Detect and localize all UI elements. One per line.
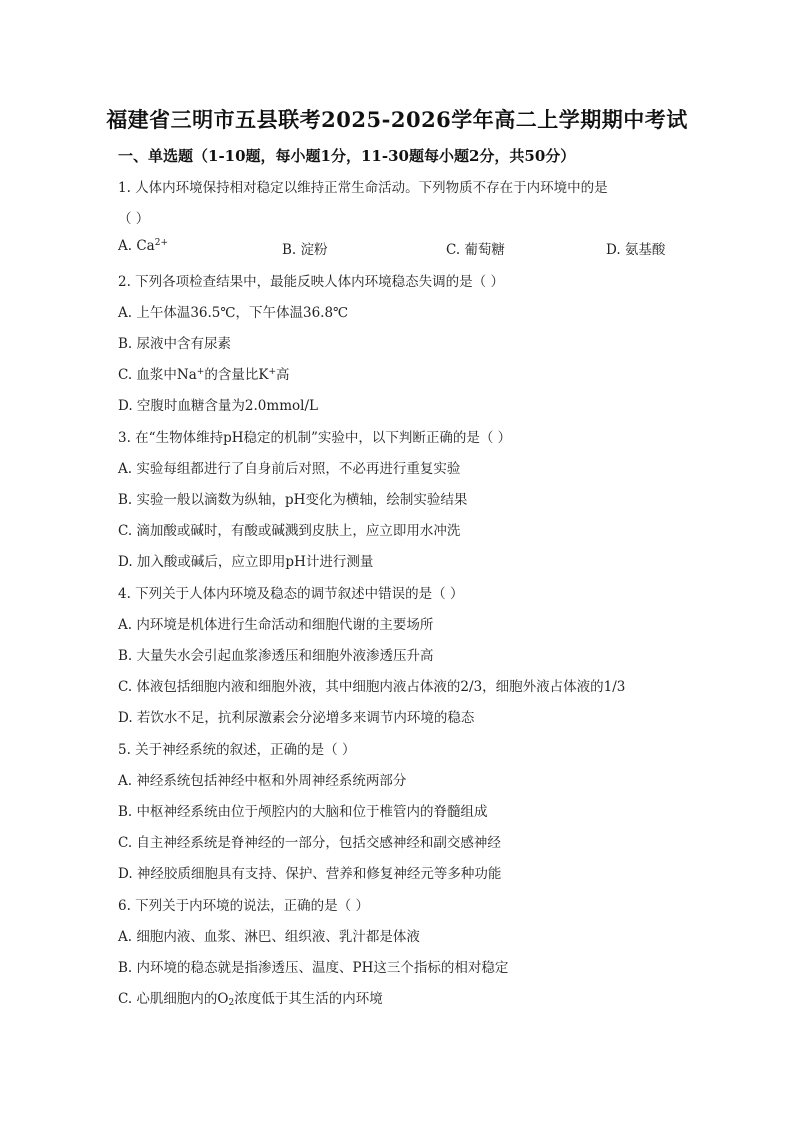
question-3-option-c: C. 滴加酸或碱时，有酸或碱溅到皮肤上，应立即用水冲洗 [118,523,461,539]
question-4-option-d: D. 若饮水不足，抗利尿激素会分泌增多来调节内环境的稳态 [118,710,475,726]
question-3-option-a: A. 实验每组都进行了自身前后对照，不必再进行重复实验 [118,461,461,477]
question-5-option-a: A. 神经系统包括神经中枢和外周神经系统两部分 [118,773,407,789]
option-c-part2: 的含量比K [204,367,269,383]
question-3-option-d: D. 加入酸或碱后，应立即用pH计进行测量 [118,554,374,570]
question-4-stem: 4. 下列关于人体内环境及稳态的调节叙述中错误的是（ ） [118,586,464,602]
question-6-option-a: A. 细胞内液、血浆、淋巴、组织液、乳汁都是体液 [118,929,420,945]
question-2-option-a: A. 上午体温36.5℃，下午体温36.8℃ [118,305,349,321]
question-5-option-c: C. 自主神经系统是脊神经的一部分，包括交感神经和副交感神经 [118,835,501,851]
question-4-option-a: A. 内环境是机体进行生命活动和细胞代谢的主要场所 [118,617,434,633]
question-1-option-d: D. 氨基酸 [606,242,666,258]
question-3-option-b: B. 实验一般以滴数为纵轴，pH变化为横轴，绘制实验结果 [118,492,468,508]
superscript: + [196,367,205,377]
question-2-stem: 2. 下列各项检查结果中，最能反映人体内环境稳态失调的是（ ） [118,274,504,290]
question-3-stem: 3. 在“生物体维持pH稳定的机制”实验中，以下判断正确的是（ ） [118,430,512,446]
option-c-part1: C. 血浆中Na [118,367,197,383]
question-2-option-b: B. 尿液中含有尿素 [118,336,232,352]
question-5-option-d: D. 神经胶质细胞具有支持、保护、营养和修复神经元等多种功能 [118,866,502,882]
subscript: 2 [228,998,235,1008]
question-2-option-d: D. 空腹时血糖含量为2.0mmol/L [118,398,318,414]
question-2-option-c [118,363,289,383]
question-1-option-b: B. 淀粉 [282,242,328,258]
option-c-part3: 高 [275,367,290,383]
question-5-stem: 5. 关于神经系统的叙述，正确的是（ ） [118,742,356,758]
question-1-bracket: （ ） [118,211,150,227]
question-6-option-b: B. 内环境的稳态就是指渗透压、温度、PH这三个指标的相对稳定 [118,960,509,976]
question-1-option-c: C. 葡萄糖 [446,242,505,258]
option-c-part2: 浓度低于其生活的内环境 [234,991,383,1007]
question-4-option-b: B. 大量失水会引起血浆渗透压和细胞外液渗透压升高 [118,648,434,664]
question-6-stem: 6. 下列关于内环境的说法，正确的是（ ） [118,898,369,914]
superscript: 2+ [154,238,168,248]
section-heading: 一、单选题（1-10题，每小题1分，11-30题每小题2分，共50分） [118,147,576,165]
question-6-option-c [118,987,383,1007]
question-1-stem: 1. 人体内环境保持相对稳定以维持正常生命活动。下列物质不存在于内环境中的是 [118,180,608,196]
question-5-option-b: B. 中枢神经系统由位于颅腔内的大脑和位于椎管内的脊髓组成 [118,804,488,820]
question-1-option-a [118,238,168,254]
exam-title: 福建省三明市五县联考2025-2026学年高二上学期期中考试 [106,107,688,132]
superscript: + [268,367,276,377]
option-c-part1: C. 心肌细胞内的O [118,991,229,1007]
question-4-option-c: C. 体液包括细胞内液和细胞外液，其中细胞内液占体液的2/3，细胞外液占体液的1/3 [118,679,626,695]
option-a-text: A. Ca [118,238,155,254]
